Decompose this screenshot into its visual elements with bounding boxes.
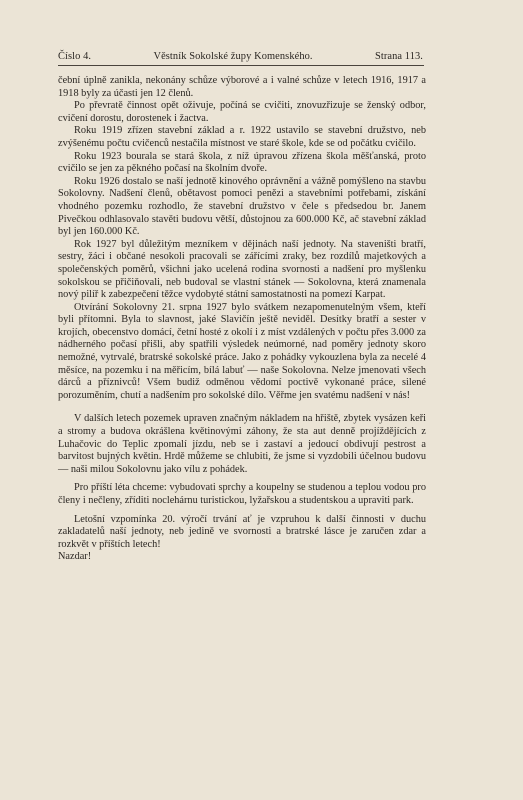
paragraph-9: Pro příští léta chceme: vybudovati sprchy a koupelny se studenou a teplou vodou pro členy i nečleny, zříditi noclehárnu turistickou, lyžařskou a studentskou a upraviti park. xyxy=(58,482,426,506)
page-header xyxy=(58,51,423,62)
paragraph-8: V dalších letech pozemek upraven značným nákladem na hřiště, zbytek vysázen keři a stromy a budova okrášlena květinovými záhony, že sta aut denně projíždějících z Luhačovic do Teplic zpomalí jízdu, neb se i zastaví a jedoucí obdivují pestrost a barvitost bujných květin. Hrdě můžeme se chlubiti, že jsme si vyzdobili účelnou budovu — naši milou Sokolovnu jako vílu z pohádek. xyxy=(58,413,426,475)
paragraph-1: čební úplně zanikla, nekonány schůze výborové a i valné schůze v letech 1916, 1917 a 1918 byly za účasti jen 12 členů. xyxy=(58,75,426,99)
paragraph-10: Letošní vzpomínka 20. výročí trvání ať je vzpruhou k další činnosti v duchu zakladatelů naší jednoty, neb jedině ve svornosti a bratrské lásce je zaručen zdar a rozkvět v příštích letech! xyxy=(58,513,426,550)
paragraph-6: Rok 1927 byl důležitým mezníkem v dějinách naší jednoty. Na staveništi bratří, sestry, žáci i občané nesokoli pracovali se zářícími zraky, bez rozdílů majetkových a společenských poměrů, všichni jako ucelená rodina svornosti a nadšení pro myšlenku sokolskou se přičiňovali, neb budoval se vlastní stánek — Sokolovna, která znamenala nový pilíř k zabezpečení těžce vydobyté státní samostatnosti na pomezí Karpat. xyxy=(58,238,426,301)
paragraph-5: Roku 1926 dostalo se naší jednotě kinového oprávnění a vážně pomýšleno na stavbu Sokolovny. Nadšení členů, obětavost pomoci penězi a stavebními potřebami, získání vhodného pozemku rozhodlo, že stavební družstvo v čele s předsedou br. Janem Pivečkou odhlasovalo stavěti budovu větší, důstojnou za 600.000 Kč, ač stavební základ byl jen 160.000 Kč. xyxy=(58,175,426,238)
signoff: Nazdar! xyxy=(58,551,92,563)
header-rule xyxy=(58,65,424,66)
paragraph-2: Po převratě činnost opět oživuje, počíná se cvičiti, znovuzřizuje se ženský odbor, cvičení dorostu, dorostenek i žactva. xyxy=(58,100,426,124)
paragraph-7: Otvírání Sokolovny 21. srpna 1927 bylo svátkem nezapomenutelným všem, kteří byli přítomni. Byla to slavnost, jaké Slavičín ještě neviděl. Desítky bratří a sester v krojích, obecenstvo domácí, četní hosté z okolí i z míst vzdálených v počtu přes 3.000 za nádherného počasí přišli, aby spatřili výsledek neúmorné, nad poměry jednoty skoro nemožné, vytrvalé, bratrské sokolské práce. Jako z pohádky vykouzlena byla za necelé 4 měsíce, na pozemku i na měřicím, bílá labuť — naše Sokolovna. Nelze jmenovati všech dárců a příznivců! Všem budiž odměnou vědomí poctivě vykonané práce, silené porozuměním, chutí a nadšením pro sokolské dílo. Věřme jen svatému nadšení v nás! xyxy=(58,301,426,401)
paragraph-4: Roku 1923 bourala se stará škola, z níž úpravou zřízena škola měšťanská, proto cvičilo se jen za pěkného počasí na školním dvoře. xyxy=(58,150,426,175)
article-body xyxy=(58,75,426,564)
page-number: Strana 113. xyxy=(374,51,423,62)
journal-title: Věstník Sokolské župy Komenského. xyxy=(153,51,313,62)
paragraph-3: Roku 1919 zřízen stavební základ a r. 1922 ustavilo se stavební družstvo, neb zvýšenému počtu cvičenců nestačila místnost ve staré škole, kde se od počátku cvičilo. xyxy=(58,125,426,149)
issue-number: Číslo 4. xyxy=(58,51,92,62)
